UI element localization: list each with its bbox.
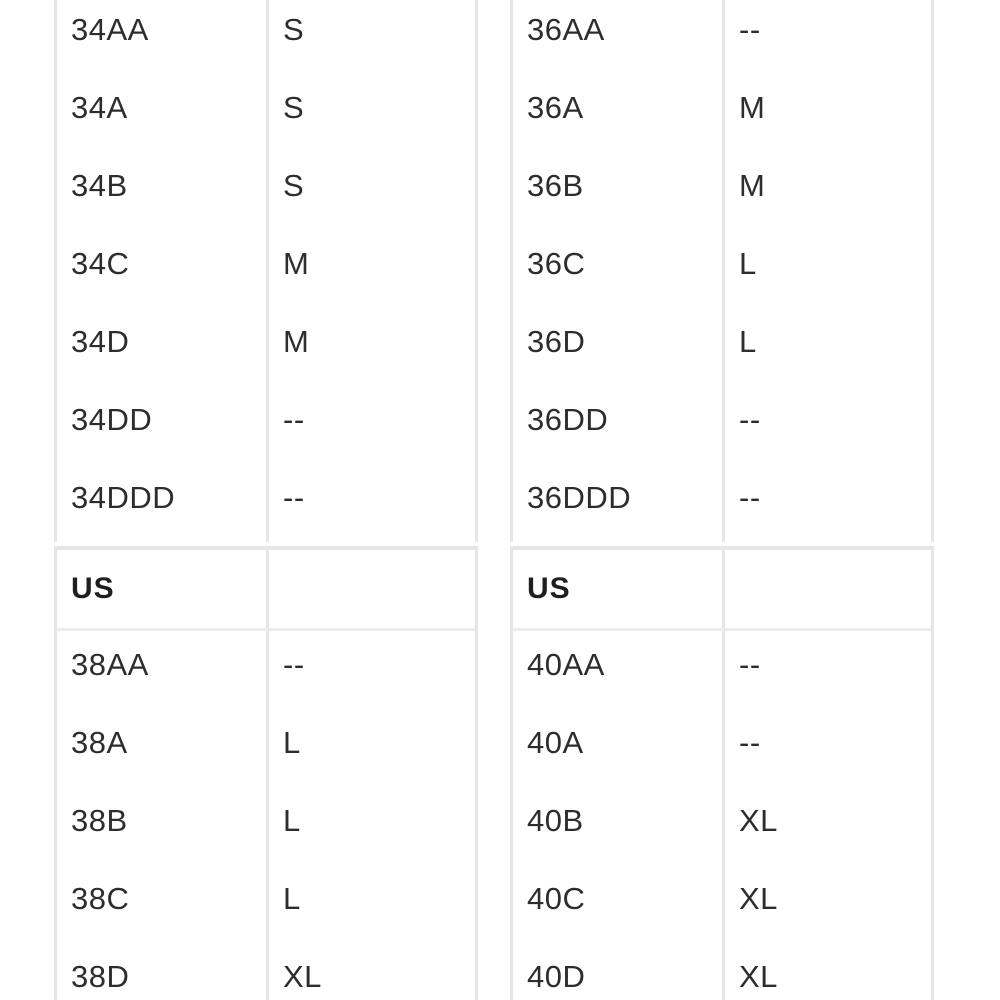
table-row	[57, 225, 475, 303]
table-row	[513, 381, 931, 459]
table-row	[513, 69, 931, 147]
size-table-34	[54, 0, 478, 542]
fit-cell: --	[739, 480, 761, 515]
table-row	[513, 704, 931, 782]
size-cell: 38B	[71, 803, 128, 838]
fit-cell: --	[283, 647, 305, 682]
table-row	[513, 860, 931, 938]
fit-cell: L	[283, 725, 301, 760]
size-cell: 34C	[71, 246, 130, 281]
fit-cell: S	[283, 168, 305, 203]
size-cell: 36AA	[527, 12, 605, 47]
size-table-38	[54, 546, 478, 1000]
table-row	[513, 782, 931, 860]
size-cell: 36D	[527, 324, 586, 359]
column-header-us: US	[527, 572, 571, 605]
table-header-row	[57, 550, 475, 631]
fit-cell: XL	[283, 959, 322, 994]
size-cell: 38AA	[71, 647, 149, 682]
table-header-row	[513, 550, 931, 631]
table-row	[57, 704, 475, 782]
size-cell: 34B	[71, 168, 128, 203]
fit-cell: --	[739, 647, 761, 682]
table-row	[57, 147, 475, 225]
size-cell: 34D	[71, 324, 130, 359]
table-row	[57, 381, 475, 459]
fit-cell: L	[739, 246, 757, 281]
table-row	[57, 0, 475, 69]
size-cell: 34DD	[71, 402, 153, 437]
size-table-40	[510, 546, 934, 1000]
fit-cell: L	[283, 803, 301, 838]
fit-cell: --	[739, 12, 761, 47]
fit-cell: M	[283, 246, 310, 281]
table-row	[513, 626, 931, 704]
fit-cell: M	[739, 90, 766, 125]
fit-cell: --	[739, 402, 761, 437]
size-cell: 34A	[71, 90, 128, 125]
table-row	[513, 938, 931, 1000]
size-cell: 36B	[527, 168, 584, 203]
size-cell: 40D	[527, 959, 586, 994]
table-row	[513, 0, 931, 69]
fit-cell: XL	[739, 803, 778, 838]
size-cell: 34DDD	[71, 480, 176, 515]
fit-cell: S	[283, 90, 305, 125]
column-header-us: US	[71, 572, 115, 605]
table-row	[57, 459, 475, 537]
fit-cell: L	[283, 881, 301, 916]
size-cell: 36C	[527, 246, 586, 281]
size-cell: 38A	[71, 725, 128, 760]
fit-cell: L	[739, 324, 757, 359]
fit-cell: M	[739, 168, 766, 203]
size-cell: 36DDD	[527, 480, 632, 515]
table-row	[57, 782, 475, 860]
table-row	[57, 860, 475, 938]
size-cell: 38C	[71, 881, 130, 916]
fit-cell: XL	[739, 959, 778, 994]
fit-cell: --	[739, 725, 761, 760]
table-row	[57, 69, 475, 147]
size-cell: 40A	[527, 725, 584, 760]
fit-cell: S	[283, 12, 305, 47]
size-cell: 36DD	[527, 402, 609, 437]
table-row	[513, 225, 931, 303]
size-cell: 38D	[71, 959, 130, 994]
fit-cell: --	[283, 480, 305, 515]
size-cell: 40B	[527, 803, 584, 838]
table-row	[57, 303, 475, 381]
fit-cell: XL	[739, 881, 778, 916]
size-cell: 34AA	[71, 12, 149, 47]
table-row	[513, 303, 931, 381]
table-row	[57, 938, 475, 1000]
fit-cell: M	[283, 324, 310, 359]
size-cell: 40C	[527, 881, 586, 916]
table-row	[513, 147, 931, 225]
size-table-36	[510, 0, 934, 542]
table-row	[513, 459, 931, 537]
table-row	[57, 626, 475, 704]
size-cell: 36A	[527, 90, 584, 125]
size-cell: 40AA	[527, 647, 605, 682]
fit-cell: --	[283, 402, 305, 437]
